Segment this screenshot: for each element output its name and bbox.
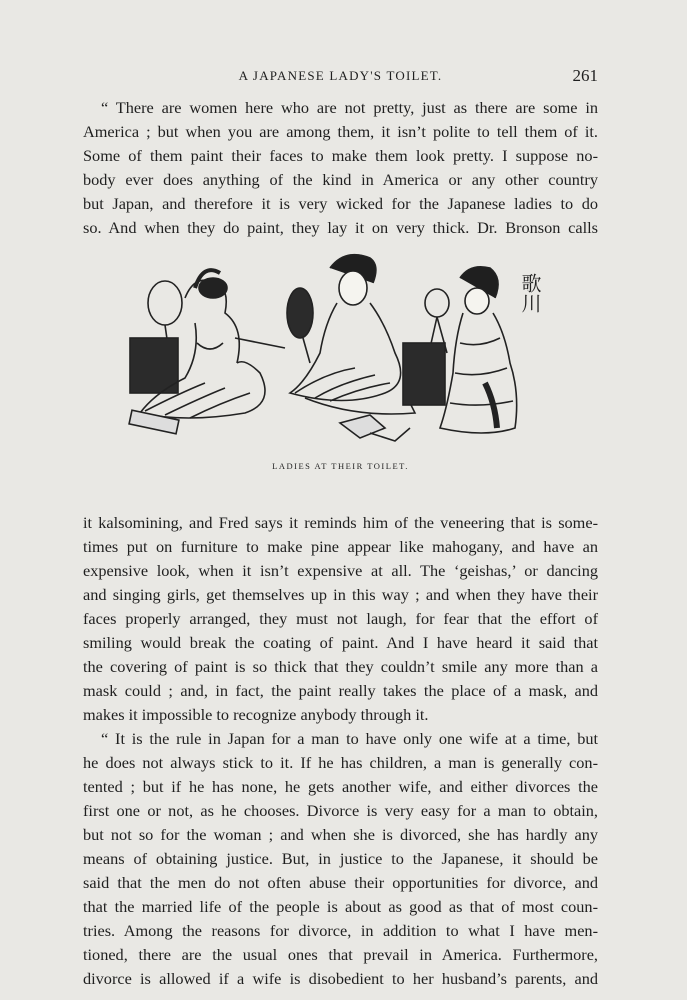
text-line: times put on furniture to make pine appear like mahogany, and have an xyxy=(83,537,598,556)
text-line: he does not always stick to it. If he has children, a man is generally con- xyxy=(83,753,598,772)
paragraph-middle xyxy=(83,511,598,727)
page-number: 261 xyxy=(572,66,598,85)
text-line: said that the men do not often abuse their opportunities for divorce, and xyxy=(83,873,598,892)
running-head xyxy=(83,66,598,86)
text-line: “ There are women here who are not pretty, just as there are some in xyxy=(101,98,598,117)
text-line: mask could ; and, in fact, the paint really takes the place of a mask, and xyxy=(83,681,598,700)
text-line: but Japan, and therefore it is very wicked for the Japanese ladies to do xyxy=(83,194,598,213)
hand-mirror xyxy=(287,288,313,338)
paragraph-bottom xyxy=(83,727,598,991)
text-line: divorce is allowed if a wife is disobedient to her husband’s parents, and xyxy=(83,969,598,988)
text-line: tented ; but if he has none, he gets another wife, and either divorces the xyxy=(83,777,598,796)
text-line: the covering of paint is so thick that they couldn’t smile any more than a xyxy=(83,657,598,676)
mirror-stand-disc xyxy=(425,289,449,317)
woodcut-illustration xyxy=(125,243,565,453)
artist-signature: 歌川 xyxy=(518,273,542,313)
illustration-ladies-toilet xyxy=(125,243,565,453)
paragraph-top xyxy=(83,96,598,240)
comb-box xyxy=(129,410,179,434)
papers-on-floor xyxy=(340,415,385,438)
text-line: tries. Among the reasons for divorce, in addition to what I have men- xyxy=(83,921,598,940)
text-line: but not so for the woman ; and when she is divorced, she has hardly any xyxy=(83,825,598,844)
running-title: A JAPANESE LADY'S TOILET. xyxy=(238,68,443,83)
text-line: “ It is the rule in Japan for a man to have only one wife at a time, but xyxy=(101,729,598,748)
text-line: smiling would break the coating of paint. And I have heard it said that xyxy=(83,633,598,652)
text-line: makes it impossible to recognize anybody through it. xyxy=(83,705,429,724)
toilet-box-left xyxy=(130,338,178,393)
text-line: means of obtaining justice. But, in justice to the Japanese, it should be xyxy=(83,849,598,868)
text-line: first one or not, as he chooses. Divorce is very easy for a man to obtain, xyxy=(83,801,598,820)
text-line: body ever does anything of the kind in America or any other country xyxy=(83,170,598,189)
text-line: tioned, there are the usual ones that prevail in America. Furthermore, xyxy=(83,945,598,964)
text-line: that the married life of the people is about as good as that of most coun- xyxy=(83,897,598,916)
toilet-box-right xyxy=(403,343,445,405)
text-line: faces properly arranged, they must not laugh, for fear that the effort of xyxy=(83,609,598,628)
text-line: expensive look, when it isn’t expensive at all. The ‘geishas,’ or dancing xyxy=(83,561,598,580)
text-line: it kalsomining, and Fred says it reminds him of the veneering that is some- xyxy=(83,513,598,532)
text-line: Some of them paint their faces to make them look pretty. I suppose no- xyxy=(83,146,598,165)
text-line: so. And when they do paint, they lay it on very thick. Dr. Bronson calls xyxy=(83,218,598,237)
text-line: America ; but when you are among them, it isn’t polite to tell them of it. xyxy=(83,122,598,141)
figure-caption: LADIES AT THEIR TOILET. xyxy=(272,461,409,471)
text-line: and singing girls, get themselves up in this way ; and when they have their xyxy=(83,585,598,604)
round-mirror-left xyxy=(148,281,182,325)
